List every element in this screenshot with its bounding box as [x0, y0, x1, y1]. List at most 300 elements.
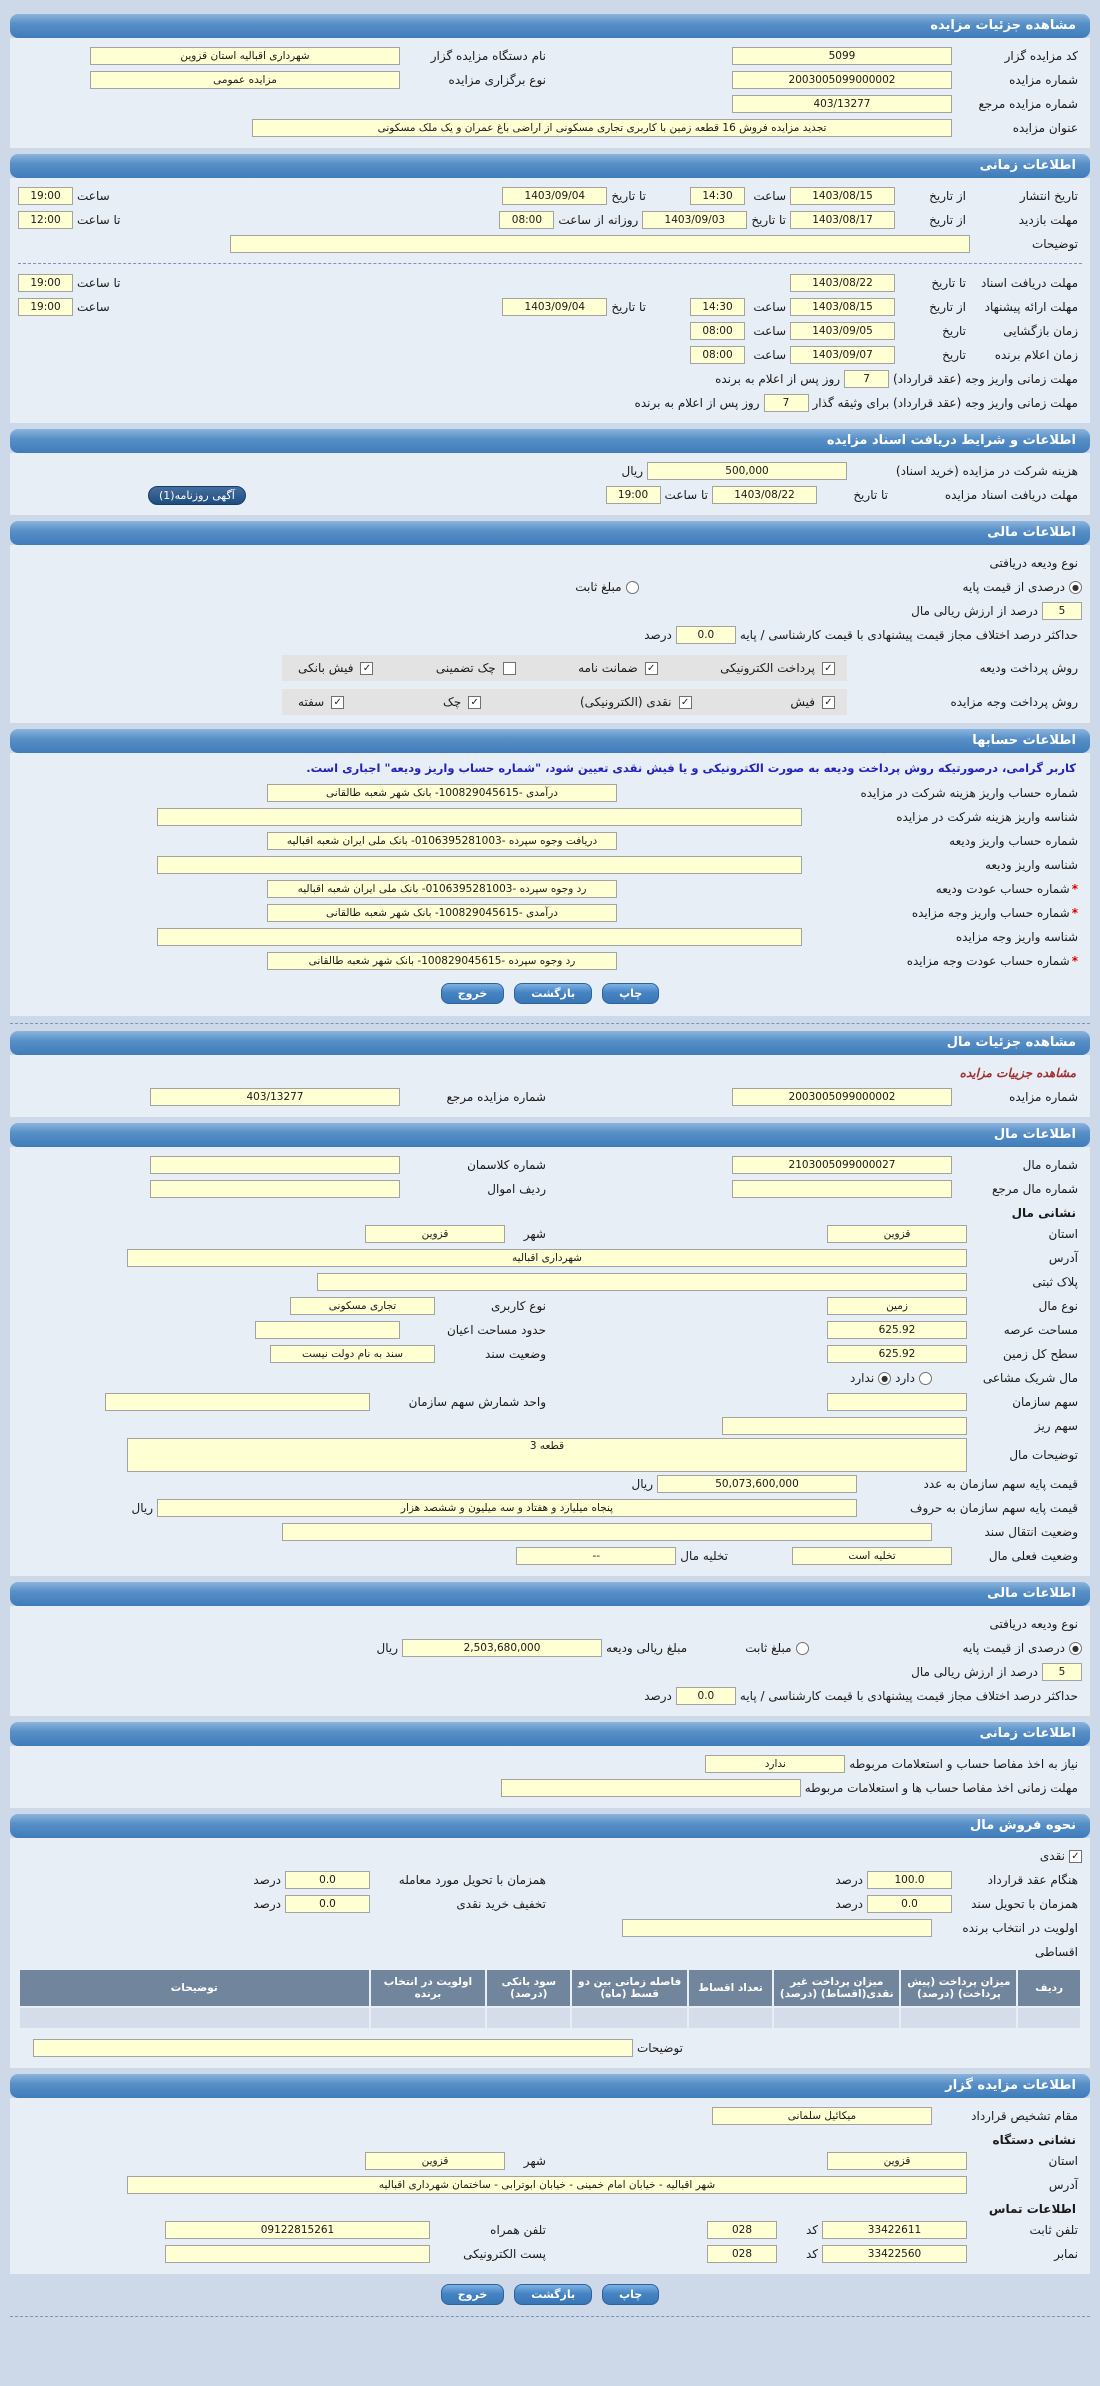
to-date-label: تا تاریخ [853, 488, 888, 502]
docs-receive-hour-field[interactable]: 19:00 [606, 486, 661, 504]
fixed-amount-radio[interactable] [626, 581, 639, 594]
cash-sale-row [18, 1844, 1082, 1868]
docs-receive-date-field[interactable]: 1403/08/22 [712, 486, 817, 504]
docs-conditions-panel [10, 453, 1090, 515]
back-button-asset[interactable]: بازگشت [514, 2284, 592, 2305]
divider [10, 2316, 1090, 2317]
land-area-row [18, 1318, 1082, 1342]
shared-no-radio[interactable]: ● [878, 1372, 891, 1385]
section-header-auction-details: مشاهده جزئیات مزایده [10, 14, 1090, 38]
max-diff-field[interactable]: 0.0 [676, 626, 736, 644]
section-header-asset-details: مشاهده جزئیات مال [10, 1031, 1090, 1055]
max-diff-label: حداکثر درصد اختلاف مجاز قیمت پیشنهادی با قیمت کارشناسی / پایه [739, 628, 1078, 642]
evacuation-label: تخلیه مال [680, 1549, 728, 1563]
fixed-amount-label: مبلغ ثابت [575, 580, 622, 594]
base-price-words-label: قیمت پایه سهم سازمان به حروف [910, 1501, 1078, 1515]
org-share-label: سهم سازمان [1012, 1395, 1078, 1409]
opening-time-label: زمان بازگشایی [1003, 324, 1078, 338]
accounts-info-panel [10, 753, 1090, 1016]
registration-plate-label: پلاک ثبتی [1032, 1275, 1078, 1289]
shared-yes-radio[interactable] [919, 1372, 932, 1385]
deposit-amount-field[interactable]: 2,503,680,000 [402, 1639, 602, 1657]
fee-deposit-id-field[interactable] [157, 808, 802, 826]
from-date-label: از تاریخ [929, 300, 966, 314]
share-unit-label: واحد شمارش سهم سازمان [408, 1395, 546, 1409]
address-label: آدرس [1048, 2178, 1078, 2192]
to-date-label: تا تاریخ [931, 276, 966, 290]
winner-priority-field[interactable] [622, 1919, 932, 1937]
phone-label: تلفن ثابت [1029, 2223, 1078, 2237]
hour-label: ساعت [77, 189, 110, 203]
promissory-note-label: سفته [298, 695, 325, 709]
docs-to-date-field[interactable]: 1403/08/22 [790, 274, 895, 292]
auction-number-label: شماره مزایده [1009, 73, 1078, 87]
percent-of-base-label: درصدی از قیمت پایه [962, 580, 1065, 594]
deposit-id-row [18, 853, 1082, 877]
winner-announce-label: زمان اعلام برنده [994, 348, 1078, 362]
visit-to-date-field[interactable]: 1403/09/03 [642, 211, 747, 229]
deposit-account-field[interactable]: دریافت وجوه سپرده -0106395281003- بانک ملی ایران شعبه اقبالیه [267, 832, 617, 850]
clearance-need-label: نیاز به اخذ مفاصا حساب و استعلامات مربوطه [849, 1757, 1078, 1771]
auction-pay-account-field[interactable]: درآمدی -100829045615- بانک شهر شعبه طالقانی [267, 904, 617, 922]
auction-pay-account-label: *شماره حساب واریز وجه مزایده [911, 906, 1078, 920]
from-date-label: از تاریخ [929, 189, 966, 203]
opening-date-field[interactable]: 1403/09/05 [790, 322, 895, 340]
docs-to-hour-field[interactable]: 19:00 [18, 274, 73, 292]
shared-ownership-row [18, 1366, 1082, 1390]
asset-buttons-row [10, 2274, 1090, 2309]
time-notes-label: توضیحات [1031, 237, 1078, 251]
publish-from-hour-field[interactable]: 14:30 [690, 187, 745, 205]
sub-share-label: سهم ریز [1034, 1419, 1078, 1433]
payment-deadline-guarantor-row [18, 391, 1082, 415]
financial-info-panel [10, 545, 1090, 723]
sale-method-panel [10, 1838, 1090, 2068]
installment-count-header: تعداد اقساط [688, 1969, 773, 2007]
deposit-type-label: نوع ودیعه دریافتی [989, 556, 1078, 570]
rial-label: ریال [131, 1501, 153, 1515]
participation-fee-label: هزینه شرکت در مزایده (خرید اسناد) [895, 464, 1078, 478]
org-address-field[interactable]: شهر اقبالیه - خیابان امام خمینی - خیابان ابوترابی - ساختمان شهرداری اقبالیه [127, 2176, 967, 2194]
fee-deposit-account-field[interactable]: درآمدی -100829045615- بانک شهر شعبه طالقانی [267, 784, 617, 802]
auction-ref-label: شماره مزایده مرجع [446, 1090, 546, 1104]
deposit-id-label: شناسه واریز ودیعه [984, 858, 1078, 872]
org-name-field[interactable]: شهرداری اقبالیه استان قزوین [90, 47, 400, 65]
newspaper-ad-button[interactable]: آگهی روزنامه(1) [148, 486, 246, 505]
to-hour-label: تا ساعت [77, 276, 121, 290]
fee-deposit-id-row [18, 805, 1082, 829]
org-province-field[interactable]: قزوین [827, 2152, 967, 2170]
percent-of-base-label: درصدی از قیمت پایه [962, 1641, 1065, 1655]
auction-pay-account-row [18, 901, 1082, 925]
address-label: آدرس [1048, 1251, 1078, 1265]
asset-status-row [18, 1544, 1082, 1568]
auction-number-row [18, 68, 1082, 92]
auction-return-account-row [18, 949, 1082, 973]
auction-number-field[interactable]: 2003005099000002 [732, 1088, 952, 1106]
asset-status-field[interactable]: تخلیه است [792, 1547, 952, 1565]
at-deed-transfer-label: همزمان با تحویل سند [971, 1897, 1078, 1911]
deposit-payment-method-label: روش پرداخت ودیعه [979, 661, 1078, 675]
auction-return-account-field[interactable]: رد وجوه سپرده -100829045615- بانک شهر شعبه طالقانی [267, 952, 617, 970]
contract-officer-field[interactable]: میکائیل سلمانی [712, 2107, 932, 2125]
org-address-row [18, 2173, 1082, 2197]
exit-button-asset[interactable]: خروج [441, 2284, 505, 2305]
contact-info-subheading: اطلاعات تماس [988, 2202, 1076, 2216]
time-info-panel [10, 178, 1090, 423]
base-price-label: قیمت پایه سهم سازمان به عدد [923, 1477, 1078, 1491]
percent-of-base-radio[interactable]: ● [1069, 581, 1082, 594]
deposit-percent-field[interactable]: 5 [1042, 602, 1082, 620]
auction-buttons-row [18, 973, 1082, 1008]
deed-transfer-field[interactable] [282, 1523, 932, 1541]
cash-electronic-checkbox[interactable]: ✓ [679, 696, 692, 709]
usage-type-field[interactable]: تجاری مسکونی [290, 1297, 435, 1315]
asset-time-panel [10, 1746, 1090, 1808]
percent-label: درصد [835, 1897, 863, 1911]
phone-field[interactable]: 33422611 [822, 2221, 967, 2239]
auction-title-label: عنوان مزایده [1012, 121, 1078, 135]
fee-deposit-account-label: شماره حساب واریز هزینه شرکت در مزایده [860, 786, 1078, 800]
base-price-row [18, 1472, 1082, 1496]
visit-from-date-field[interactable]: 1403/08/17 [790, 211, 895, 229]
classification-number-label: شماره کلاسمان [467, 1158, 546, 1172]
row-number-header: ردیف [1017, 1969, 1081, 2007]
fax-email-row [18, 2242, 1082, 2266]
hour-label: ساعت [753, 300, 786, 314]
section-header-asset-financial-info: اطلاعات مالی [10, 1582, 1090, 1606]
base-price-words-row [18, 1496, 1082, 1520]
slip-checkbox[interactable]: ✓ [822, 696, 835, 709]
offer-deadline-label: مهلت ارائه پیشنهاد [984, 300, 1078, 314]
hour-label: ساعت [753, 324, 786, 338]
bank-interest-header: سود بانکی (درصد) [486, 1969, 571, 2007]
participation-fee-field[interactable]: 500,000 [647, 462, 847, 480]
deposit-type-row [18, 1612, 1082, 1636]
docs-receive-deadline-label: مهلت دریافت اسناد مزایده [944, 488, 1078, 502]
publish-date-label: تاریخ انتشار [1019, 189, 1078, 203]
auction-ref-row [18, 92, 1082, 116]
total-land-field[interactable]: 625.92 [827, 1345, 967, 1363]
deposit-payment-method-row [18, 655, 1082, 681]
auction-pay-id-label: شناسه واریز وجه مزایده [955, 930, 1078, 944]
docs-deadline-label: مهلت دریافت اسناد [980, 276, 1078, 290]
auction-number-field[interactable]: 2003005099000002 [732, 71, 952, 89]
percent-label: درصد [253, 1897, 281, 1911]
auction-type-field[interactable]: مزایده عمومی [90, 71, 400, 89]
auction-pay-id-field[interactable] [157, 928, 802, 946]
province-label: استان [1048, 2154, 1078, 2168]
to-date-label: تا تاریخ [751, 213, 786, 227]
max-diff-row [18, 623, 1082, 647]
deposit-account-notice: کاربر گرامی، درصورتیکه روش پرداخت ودیعه به صورت الکترونیکی و یا فیش نقدی تعیین شود، "شماره حساب واریز ودیعه" اجباری است. [306, 761, 1076, 775]
fax-label: نمابر [1054, 2247, 1078, 2261]
asset-address-field[interactable]: شهرداری اقبالیه [127, 1249, 967, 1267]
date-label: تاریخ [942, 348, 966, 362]
asset-ref-row [18, 1177, 1082, 1201]
payment-days-guarantor-field[interactable]: 7 [764, 394, 809, 412]
deposit-account-row [18, 829, 1082, 853]
visit-to-hour-field[interactable]: 12:00 [18, 211, 73, 229]
auction-payment-method-label: روش پرداخت وجه مزایده [950, 695, 1078, 709]
auctioneer-info-panel [10, 2098, 1090, 2274]
to-date-label: تا تاریخ [611, 189, 646, 203]
base-price-words-field[interactable]: پنجاه میلیارد و هفتاد و سه میلیون و ششصد هزار [157, 1499, 857, 1517]
prepayment-percent-header: میزان پرداخت (پیش پرداخت) (درصد) [900, 1969, 1017, 2007]
deposit-percent-row [18, 1660, 1082, 1684]
fixed-amount-label: مبلغ ثابت [745, 1641, 792, 1655]
deed-transfer-label: وضعیت انتقال سند [984, 1525, 1078, 1539]
deposit-percent-suffix-label: درصد از ارزش ریالی مال [911, 1665, 1038, 1679]
at-contract-label: هنگام عقد قرارداد [987, 1873, 1078, 1887]
time-notes-row [18, 232, 1082, 256]
required-asterisk: * [1071, 954, 1078, 968]
at-delivery-field[interactable]: 0.0 [285, 1871, 370, 1889]
winner-hour-field[interactable]: 08:00 [690, 346, 745, 364]
opening-hour-field[interactable]: 08:00 [690, 322, 745, 340]
sale-notes-field[interactable] [33, 2039, 633, 2057]
publish-to-date-field[interactable]: 1403/09/04 [502, 187, 607, 205]
payment-days-field[interactable]: 7 [844, 370, 889, 388]
auction-title-row [18, 116, 1082, 140]
at-delivery-label: همزمان با تحویل مورد معامله [398, 1873, 546, 1887]
required-asterisk: * [1071, 882, 1078, 896]
winner-announce-row [18, 343, 1082, 367]
deposit-return-account-row [18, 877, 1082, 901]
deposit-percent-field[interactable]: 5 [1042, 1663, 1082, 1681]
clearance-need-row [18, 1752, 1082, 1776]
registration-plate-row [18, 1270, 1082, 1294]
asset-city-field[interactable]: قزوین [365, 1225, 505, 1243]
asset-notes-field[interactable]: قطعه 3 [127, 1438, 967, 1472]
auction-title-field[interactable]: تجدید مزایده فروش 16 قطعه زمین با کاربری تجاری مسکونی از اراضی باغ عمران و یک ملک مسکونی [252, 119, 952, 137]
percent-label: درصد [644, 1689, 672, 1703]
auctioneer-code-field[interactable]: 5099 [732, 47, 952, 65]
installment-percent-header: میزان پرداخت غیر نقدی(اقساط) (درصد) [773, 1969, 900, 2007]
percent-of-base-radio[interactable]: ● [1069, 1642, 1082, 1655]
auction-type-label: نوع برگزاری مزایده [448, 73, 546, 87]
rial-label: ریال [621, 464, 643, 478]
auction-ref-field[interactable]: 403/13277 [150, 1088, 400, 1106]
asset-type-field[interactable]: زمین [827, 1297, 967, 1315]
deposit-return-account-field[interactable]: رد وجوه سپرده -0106395281003- بانک ملی ایران شعبه اقبالیه [267, 880, 617, 898]
clearance-deadline-label: مهلت زمانی اخذ مفاصا حساب ها و استعلامات مربوطه [804, 1781, 1078, 1795]
section-header-financial-info: اطلاعات مالی [10, 521, 1090, 545]
asset-province-field[interactable]: قزوین [827, 1225, 967, 1243]
land-area-field[interactable]: 625.92 [827, 1321, 967, 1339]
section-header-docs-conditions: اطلاعات و شرایط دریافت اسناد مزایده [10, 429, 1090, 453]
exit-button-auction[interactable]: خروج [441, 983, 505, 1004]
clearance-deadline-row [18, 1776, 1082, 1800]
asset-auction-number-row [18, 1085, 1082, 1109]
view-auction-details-link[interactable]: مشاهده جزییات مزایده [959, 1066, 1076, 1080]
electronic-payment-checkbox[interactable]: ✓ [822, 662, 835, 675]
max-diff-field[interactable]: 0.0 [676, 1687, 736, 1705]
rial-label: ریال [376, 1641, 399, 1655]
share-unit-field[interactable] [105, 1393, 370, 1411]
base-price-field[interactable]: 50,073,600,000 [657, 1475, 857, 1493]
mobile-field[interactable]: 09122815261 [165, 2221, 430, 2239]
offer-from-hour-field[interactable]: 14:30 [690, 298, 745, 316]
cash-discount-field[interactable]: 0.0 [285, 1895, 370, 1913]
asset-notes-label: توضیحات مال [1009, 1448, 1078, 1462]
installment-table [18, 1968, 1082, 2030]
deed-status-field[interactable]: سند به نام دولت نیست [270, 1345, 435, 1363]
mobile-label: تلفن همراه [490, 2223, 546, 2237]
installment-interval-header: فاصله زمانی بین دو قسط (ماه) [571, 1969, 688, 2007]
promissory-note-checkbox[interactable]: ✓ [331, 696, 344, 709]
certified-check-label: چک تضمینی [435, 661, 496, 675]
section-header-asset-info: اطلاعات مال [10, 1123, 1090, 1147]
asset-number-field[interactable]: 2103005099000027 [732, 1156, 952, 1174]
bank-slip-checkbox[interactable]: ✓ [360, 662, 373, 675]
fax-field[interactable]: 33422560 [822, 2245, 967, 2263]
asset-row-label: ردیف اموال [487, 1182, 546, 1196]
divider [18, 263, 1082, 264]
deposit-type-row [18, 551, 1082, 575]
cash-sale-checkbox[interactable]: ✓ [1069, 1850, 1082, 1863]
print-button-auction[interactable]: چاپ [602, 983, 659, 1004]
to-date-label: تا تاریخ [611, 300, 646, 314]
winner-priority-header: اولویت در انتخاب برنده [370, 1969, 487, 2007]
offer-to-date-field[interactable]: 1403/09/04 [502, 298, 607, 316]
total-land-label: سطح کل زمین [1002, 1347, 1078, 1361]
guarantee-letter-label: ضمانت نامه [578, 661, 638, 675]
view-auction-link-row [18, 1061, 1082, 1085]
auction-payment-method-row [18, 689, 1082, 715]
fax-area-code-field[interactable]: 028 [707, 2245, 777, 2263]
docs-receive-deadline-row [18, 483, 1082, 507]
at-deed-transfer-field[interactable]: 0.0 [867, 1895, 952, 1913]
deposit-type-options-row [18, 1636, 1082, 1660]
publish-from-date-field[interactable]: 1403/08/15 [790, 187, 895, 205]
contract-officer-label: مقام تشخیص قرارداد [971, 2109, 1078, 2123]
check-label: چک [443, 695, 462, 709]
asset-status-label: وضعیت فعلی مال [988, 1549, 1078, 1563]
offer-deadline-row [18, 295, 1082, 319]
auction-code-row [18, 44, 1082, 68]
asset-number-row [18, 1153, 1082, 1177]
publish-to-hour-field[interactable]: 19:00 [18, 187, 73, 205]
shared-yes-label: دارد [895, 1371, 915, 1385]
certified-check-checkbox[interactable] [503, 662, 516, 675]
city-label: شهر [523, 1227, 546, 1241]
winner-priority-row [18, 1916, 1082, 1940]
opening-time-row [18, 319, 1082, 343]
asset-financial-panel [10, 1606, 1090, 1716]
electronic-payment-label: پرداخت الکترونیکی [720, 661, 815, 675]
visit-deadline-row [18, 208, 1082, 232]
fee-deposit-account-row [18, 781, 1082, 805]
slip-label: فیش [790, 695, 815, 709]
shared-ownership-label: مال شریک مشاعی [982, 1371, 1078, 1385]
contract-officer-row [18, 2104, 1082, 2128]
classification-number-field[interactable] [150, 1156, 400, 1174]
area-code-label: کد [805, 2223, 818, 2237]
phone-mobile-row [18, 2218, 1082, 2242]
docs-deadline-row [18, 271, 1082, 295]
to-hour-label: تا ساعت [77, 213, 121, 227]
daily-from-hour-label: روزانه از ساعت [558, 213, 639, 227]
asset-address-row [18, 1246, 1082, 1270]
auction-pay-id-row [18, 925, 1082, 949]
registration-plate-field[interactable] [317, 1273, 967, 1291]
total-land-deed-row [18, 1342, 1082, 1366]
print-button-asset[interactable]: چاپ [602, 2284, 659, 2305]
asset-info-panel [10, 1147, 1090, 1576]
auction-ref-field[interactable]: 403/13277 [732, 95, 952, 113]
email-label: پست الکترونیکی [463, 2247, 546, 2261]
sub-share-field[interactable] [722, 1417, 967, 1435]
asset-ref-field[interactable] [732, 1180, 952, 1198]
days-after-winner-label: روز پس از اعلام به برنده [634, 396, 760, 410]
percent-label: درصد [253, 1873, 281, 1887]
fixed-amount-radio[interactable] [796, 1642, 809, 1655]
visit-from-hour-field[interactable]: 08:00 [499, 211, 554, 229]
clearance-need-field[interactable]: ندارد [705, 1755, 845, 1773]
hour-label: ساعت [753, 189, 786, 203]
email-field[interactable] [165, 2245, 430, 2263]
check-checkbox[interactable]: ✓ [468, 696, 481, 709]
deposit-percent-row [18, 599, 1082, 623]
city-label: شهر [523, 2154, 546, 2168]
payment-deadline-row [18, 367, 1082, 391]
winner-date-field[interactable]: 1403/09/07 [790, 346, 895, 364]
shared-no-label: ندارد [850, 1371, 875, 1385]
sale-notes-row [18, 2036, 1082, 2060]
cash-discount-label: تخفیف خرید نقدی [456, 1897, 546, 1911]
max-diff-label: حداکثر درصد اختلاف مجاز قیمت پیشنهادی با قیمت کارشناسی / پایه [739, 1689, 1078, 1703]
back-button-auction[interactable]: بازگشت [514, 983, 592, 1004]
at-contract-field[interactable]: 100.0 [867, 1871, 952, 1889]
guarantee-letter-checkbox[interactable]: ✓ [645, 662, 658, 675]
date-label: تاریخ [942, 324, 966, 338]
asset-notes-row [18, 1438, 1082, 1472]
offer-from-date-field[interactable]: 1403/08/15 [790, 298, 895, 316]
deposit-type-options-row [18, 575, 1082, 599]
time-notes-field[interactable] [230, 235, 970, 253]
contract-delivery-row [18, 1868, 1082, 1892]
clearance-deadline-field[interactable] [501, 1779, 801, 1797]
required-asterisk: * [1071, 906, 1078, 920]
asset-details-panel [10, 1055, 1090, 1117]
payment-deadline-guarantor-label: مهلت زمانی واریز وجه (عقد قرارداد) برای وثیقه گذار [812, 396, 1078, 410]
asset-row-field[interactable] [150, 1180, 400, 1198]
rial-label: ریال [631, 1477, 653, 1491]
percent-label: درصد [835, 1873, 863, 1887]
bank-slip-label: فیش بانکی [298, 661, 354, 675]
org-city-field[interactable]: قزوین [365, 2152, 505, 2170]
org-share-field[interactable] [827, 1393, 967, 1411]
offer-to-hour-field[interactable]: 19:00 [18, 298, 73, 316]
sale-notes-label: توضیحات [636, 2041, 683, 2055]
asset-ref-label: شماره مال مرجع [991, 1182, 1078, 1196]
deed-transfer-row [18, 1520, 1082, 1544]
installment-label: اقساطی [1035, 1945, 1078, 1959]
evacuation-field[interactable]: -- [516, 1547, 676, 1565]
deposit-amount-label: مبلغ ریالی ودیعه [606, 1641, 688, 1655]
phone-area-code-field[interactable]: 028 [707, 2221, 777, 2239]
asset-province-city-row [18, 1222, 1082, 1246]
deed-discount-row [18, 1892, 1082, 1916]
installment-row [18, 1940, 1082, 1964]
building-area-field[interactable] [255, 1321, 400, 1339]
deposit-id-field[interactable] [157, 856, 802, 874]
hour-label: ساعت [753, 348, 786, 362]
from-date-label: از تاریخ [929, 213, 966, 227]
asset-type-usage-row [18, 1294, 1082, 1318]
cash-electronic-label: نقدی (الکترونیکی) [580, 695, 672, 709]
